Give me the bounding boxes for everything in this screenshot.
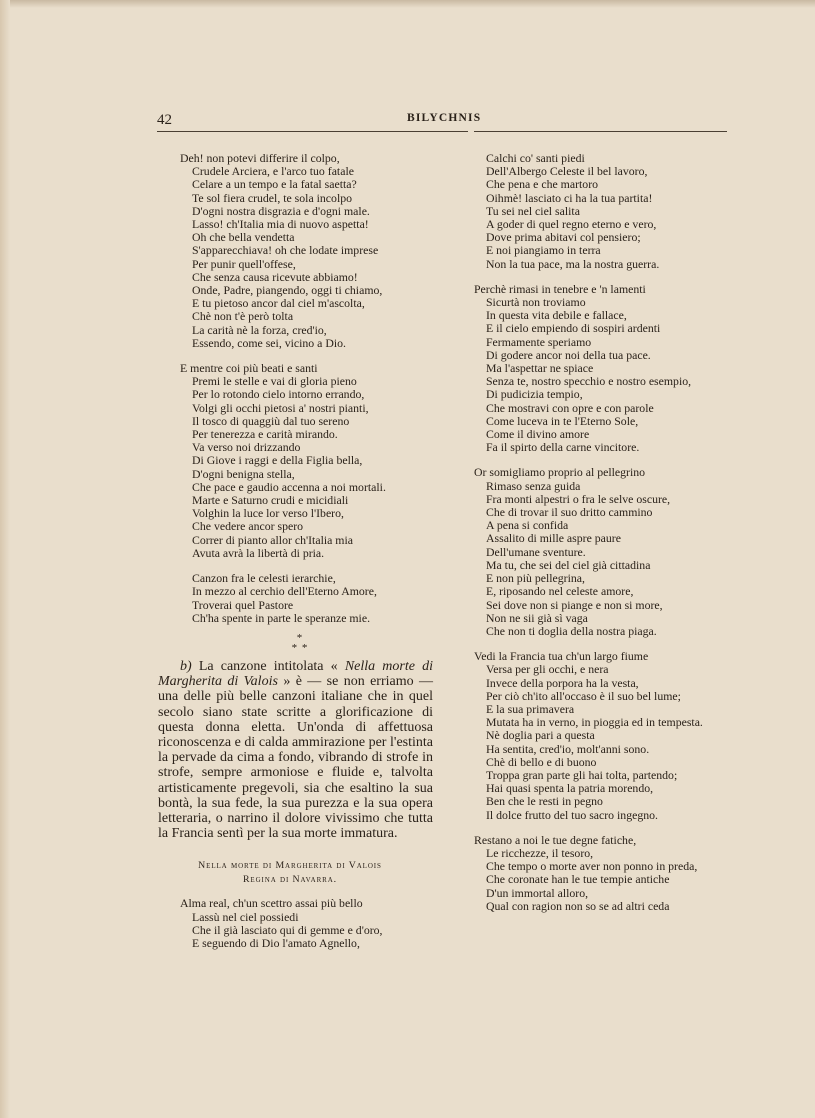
verse-line: Avuta avrà la libertà di pria. [192, 545, 325, 560]
verse-line: Che mostravi con opre e con parole [486, 400, 654, 415]
header-rule-right [474, 131, 727, 132]
verse-line: Senza te, nostro specchio e nostro esempio, [486, 374, 692, 389]
stanza [474, 650, 734, 822]
verse-line: Troppa gran parte gli hai tolta, partendo; [486, 767, 678, 782]
verse-line: Calchi co' santi piedi [486, 151, 585, 165]
verse-line: Rimaso senza guida [486, 478, 581, 493]
verse-line: Non ne sii già sì vaga [486, 610, 588, 625]
verse-line: E non più pellegrina, [486, 571, 585, 586]
asterism: * * * [291, 631, 309, 654]
stanza [474, 466, 734, 638]
verse-line: Che vedere ancor spero [192, 519, 304, 534]
prose-paragraph [158, 659, 433, 841]
verse-line: Troverai quel Pastore [192, 597, 294, 612]
right-column [474, 152, 734, 913]
left-column [158, 151, 440, 950]
verse-line: Va verso noi drizzando [192, 440, 301, 455]
verse-line: Che coronate han le tue tempie antiche [486, 872, 670, 887]
verse-line: Che pena e che martoro [486, 177, 599, 192]
verse-line: Per lo rotondo cielo intorno errando, [192, 387, 365, 402]
verse-line: Lasso! ch'Italia mia di nuovo aspetta! [192, 217, 369, 232]
stanza [180, 152, 440, 350]
page-number: 42 [157, 112, 172, 128]
page-header [157, 112, 727, 132]
stanza [180, 897, 440, 950]
verse-line: Che tempo o morte aver non ponno in preda, [486, 859, 698, 874]
verse-line: Alma real, ch'un scettro assai più bello [180, 896, 363, 911]
stanza [474, 283, 734, 455]
verse-line: Di Giove i raggi e della Figlia bella, [192, 453, 363, 468]
verse-line: Come luceva in te l'Eterno Sole, [486, 413, 639, 428]
verse-line: Nè doglia pari a questa [486, 728, 595, 743]
verse-line: Il tosco di quaggiù dal tuo sereno [192, 413, 350, 428]
verse-line: Or somigliamo proprio al pellegrino [474, 465, 646, 480]
verse-line: Sicurtà non troviamo [486, 295, 586, 310]
verse-line: Canzon fra le celesti ierarchie, [192, 571, 336, 586]
verse-line: Fa il spirto della carne vincitore. [486, 440, 640, 455]
verse-line: Per ciò ch'ito all'occaso è il suo bel lume; [486, 688, 681, 703]
page-top-edge [0, 0, 815, 8]
verse-line: Essendo, come sei, vicino a Dio. [192, 335, 346, 350]
verse-line: Oihmè! lasciato ci ha la tua partita! [486, 190, 653, 205]
verse-line: Qual con ragion non so se ad altri ceda [486, 898, 670, 913]
verse-line: Che pace e gaudio accenna a noi mortali. [192, 479, 386, 494]
verse-line: E noi piangiamo in terra [486, 243, 601, 258]
verse-line: Celare a un tempo e la fatal saetta? [192, 177, 357, 192]
verse-line: Di godere ancor noi della tua pace. [486, 347, 651, 362]
header-rule-left [157, 131, 468, 132]
verse-line: Fra monti alpestri o fra le selve oscure, [486, 491, 671, 506]
verse-line: Di pudicizia tempio, [486, 387, 583, 402]
stanza [180, 362, 440, 560]
poem-heading [160, 859, 420, 887]
verse-line: E mentre coi più beati e santi [180, 361, 318, 376]
verse-line: Come il divino amore [486, 427, 590, 442]
poem-heading-line: Nella morte di Margherita di Valois [198, 860, 382, 872]
verse-line: Ch'ha spente in parte le speranze mie. [192, 610, 371, 625]
verse-line: D'un immortal alloro, [486, 885, 589, 900]
verse-line: Premi le stelle e vai di gloria pieno [192, 374, 357, 389]
verse-line: E la sua primavera [486, 701, 575, 716]
verse-line: Ha sentita, cred'io, molt'anni sono. [486, 741, 650, 756]
verse-line: Sei dove non si piange e non si more, [486, 597, 663, 612]
verse-line: Ma l'aspettar ne spiace [486, 361, 594, 376]
verse-line: E tu pietoso ancor dal ciel m'ascolta, [192, 296, 365, 311]
verse-line: Dell'Albergo Celeste il bel lavoro, [486, 164, 648, 179]
verse-line: Lassù nel ciel possiedi [192, 909, 299, 924]
verse-line: La carità nè la forza, cred'io, [192, 322, 327, 337]
verse-line: Te sol fiera crudel, te sola incolpo [192, 190, 353, 205]
verse-line: In questa vita debile e fallace, [486, 308, 627, 323]
item-label: b) [180, 658, 192, 674]
verse-line: Volgi gli occhi pietosi a' nostri pianti, [192, 400, 369, 415]
verse-line: Ma tu, che sei del ciel già cittadina [486, 557, 651, 572]
verse-line: Correr di pianto allor ch'Italia mia [192, 532, 353, 547]
verse-line: D'ogni nostra disgrazia e d'ogni male. [192, 203, 370, 218]
verse-line: Dell'umane sventure. [486, 544, 586, 559]
verse-line: S'apparecchiava! oh che lodate imprese [192, 243, 379, 258]
verse-line: Chè di bello e di buono [486, 754, 597, 769]
verse-line: Ben che le resti in pegno [486, 794, 603, 809]
page-left-edge [0, 0, 10, 1118]
verse-line: Oh che bella vendetta [192, 230, 295, 245]
verse-line: A pena si confida [486, 518, 569, 533]
verse-line: Marte e Saturno crudi e micidiali [192, 493, 349, 508]
verse-line: Vedi la Francia tua ch'un largo fiume [474, 649, 649, 664]
verse-line: Tu sei nel ciel salita [486, 203, 580, 218]
verse-line: E, riposando nel celeste amore, [486, 584, 634, 599]
verse-line: Onde, Padre, piangendo, oggi ti chiamo, [192, 283, 383, 298]
verse-line: Non la tua pace, ma la nostra guerra. [486, 256, 660, 271]
verse-line: Chè non t'è però tolta [192, 309, 294, 324]
verse-line: In mezzo al cerchio dell'Eterno Amore, [192, 584, 377, 599]
verse-line: Invece della porpora ha la vesta, [486, 675, 639, 690]
verse-line: Deh! non potevi differire il colpo, [180, 151, 340, 165]
verse-line: D'ogni benigna stella, [192, 466, 295, 481]
verse-line: Per punir quell'offese, [192, 256, 296, 271]
verse-line: Il dolce frutto del tuo sacro ingegno. [486, 807, 658, 822]
verse-line: A goder di quel regno eterno e vero, [486, 217, 657, 232]
verse-line: Che di trovar il suo dritto cammino [486, 505, 653, 520]
verse-line: Dove prima abitavi col pensiero; [486, 230, 641, 245]
poem-title-italic: Nella morte di Margherita di Valois [158, 658, 434, 690]
verse-line: E seguendo di Dio l'amato Agnello, [192, 935, 360, 950]
verse-line: Mutata ha in verno, in pioggia ed in tempesta. [486, 715, 703, 730]
verse-line: E il cielo empiendo di sospiri ardenti [486, 321, 661, 336]
verse-line: Versa per gli occhi, e nera [486, 662, 609, 677]
verse-line: Per tenerezza e carità mirando. [192, 427, 338, 442]
envoi [180, 572, 440, 625]
verse-line: Assalito di mille aspre paure [486, 531, 621, 546]
stanza [474, 834, 734, 913]
poem-heading-line: Regina di Navarra. [242, 874, 338, 886]
stanza [474, 152, 734, 271]
verse-line: Restano a noi le tue degne fatiche, [474, 832, 637, 847]
verse-line: Le ricchezze, il tesoro, [486, 845, 594, 860]
verse-line: Hai quasi spenta la patria morendo, [486, 781, 654, 796]
running-title: BILYCHNIS [407, 112, 482, 124]
verse-line: Perchè rimasi in tenebre e 'n lamenti [474, 281, 646, 296]
verse-line: Che senza causa ricevute abbiamo! [192, 269, 358, 284]
verse-line: Fermamente speriamo [486, 334, 592, 349]
verse-line: Volghin la luce lor verso l'Ibero, [192, 506, 344, 521]
verse-line: Crudele Arciera, e l'arco tuo fatale [192, 164, 354, 179]
prose-text: La canzone intitolata « [198, 658, 338, 674]
verse-line: Che il già lasciato qui di gemme e d'oro, [192, 922, 383, 937]
verse-line: Che non ti doglia della nostra piaga. [486, 623, 657, 638]
prose-text: » è — se non erriamo — una delle più belle canzoni italiane che in quel secolo siano state scritte a glorificazione di questa donna eletta. Un'onda di affettuosa riconoscenza e di calda ammirazione per l'estinta la pervade da cima a fondo, vibrando di strofe in strofe, sempre armoniose e fluide e, talvolta artisticamente pregevoli, sia che esaltino la sua bontà, la sua fede, la sua purezza e la sua opera letteraria, o narrino il dolore vivissimo che tutta la Francia sentì per la sua morte immatura. [158, 674, 434, 842]
